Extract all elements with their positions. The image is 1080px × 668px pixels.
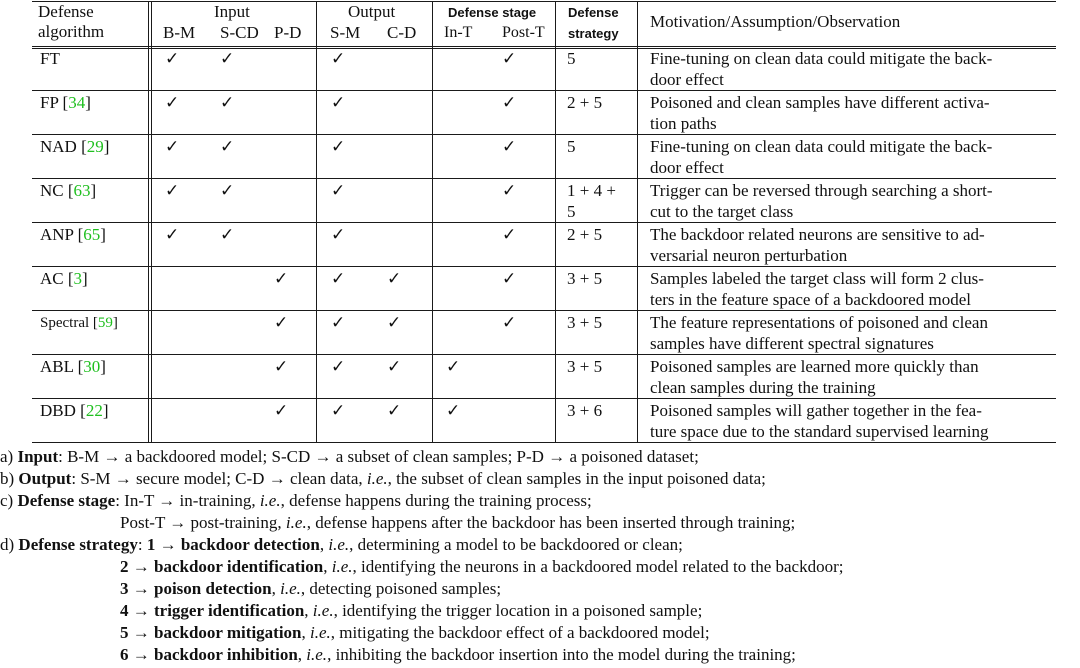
row-defense-strategy: 3 + 6 (567, 401, 603, 420)
subheader-sm: S-M (330, 23, 361, 42)
check-mark-sm: ✓ (331, 137, 346, 156)
check-mark-sm: ✓ (331, 357, 346, 376)
row-defense-strategy: 5 (567, 49, 576, 68)
row-algorithm-name (40, 93, 91, 113)
row-rule (32, 354, 1056, 355)
citation-bracket: ] (103, 137, 110, 156)
check-mark-postt: ✓ (502, 313, 517, 332)
note-defense-stage: c) Defense stage: In-T → in-training, i.e., defense happens during the training process; (0, 491, 592, 510)
header-defense-algorithm: algorithm (38, 22, 105, 41)
header-input: Input (214, 2, 250, 21)
row-motivation: Trigger can be reversed through searching a short- (650, 181, 993, 200)
check-mark-cd: ✓ (387, 313, 402, 332)
check-mark-scd: ✓ (220, 49, 235, 68)
algorithm-name: FT (40, 49, 60, 68)
row-rule (32, 222, 1056, 223)
check-mark-postt: ✓ (502, 181, 517, 200)
row-motivation: ture space due to the standard supervised learning (650, 422, 989, 441)
check-mark-int: ✓ (446, 401, 461, 420)
citation-bracket: ] (85, 93, 91, 112)
note-strategy-3: 3 → poison detection, i.e., detecting poisoned samples; (120, 579, 502, 598)
column-rule (432, 1, 433, 442)
note-strategy-2: 2 → backdoor identification, i.e., identifying the neurons in a backdoored model related to the backdoor; (120, 557, 844, 576)
check-mark-postt: ✓ (502, 93, 517, 112)
citation-bracket: ] (102, 401, 109, 420)
header-motivation: Motivation/Assumption/Observation (650, 12, 901, 31)
subheader-postt: Post-T (502, 24, 545, 41)
note-output: b) Output: S-M → secure model; C-D → clean data, i.e., the subset of clean samples in the input poisoned data; (0, 469, 766, 488)
citation-link[interactable]: 59 (97, 315, 113, 331)
algorithm-name: Spectral [ (40, 315, 98, 331)
check-mark-postt: ✓ (502, 225, 517, 244)
subheader-pd: P-D (274, 23, 302, 42)
column-rule (637, 1, 638, 442)
algorithm-name: FP [ (40, 93, 69, 112)
algorithm-name: DBD [ (40, 401, 86, 420)
row-motivation: versarial neuron perturbation (650, 246, 848, 265)
subheader-scd: S-CD (220, 23, 259, 42)
check-mark-postt: ✓ (502, 137, 517, 156)
row-rule (32, 266, 1056, 267)
header-defense-strategy: strategy (568, 26, 619, 41)
citation-link[interactable]: 3 (73, 269, 83, 288)
row-motivation: Fine-tuning on clean data could mitigate the back- (650, 49, 993, 68)
check-mark-pd: ✓ (274, 357, 289, 376)
row-rule (32, 90, 1056, 91)
subheader-bm: B-M (163, 23, 196, 42)
row-defense-strategy: 3 + 5 (567, 313, 603, 332)
header-defense-strategy: Defense (568, 5, 619, 20)
subheader-int: In-T (444, 24, 473, 41)
note-input: a) Input: B-M → a backdoored model; S-CD → a subset of clean samples; P-D → a poisoned dataset; (0, 447, 699, 466)
column-rule (148, 1, 149, 442)
row-algorithm-name (40, 49, 60, 69)
row-algorithm-name (40, 181, 96, 201)
header-output: Output (348, 2, 396, 21)
row-rule (32, 134, 1056, 135)
citation-bracket: ] (100, 225, 106, 244)
row-defense-strategy: 5 (567, 137, 576, 156)
row-algorithm-name (40, 313, 118, 333)
column-rule (151, 1, 152, 442)
row-motivation: The feature representations of poisoned and clean (650, 313, 988, 332)
citation-link[interactable]: 29 (86, 137, 104, 156)
row-motivation: clean samples during the training (650, 378, 876, 397)
table-bottom-rule (32, 442, 1056, 443)
row-defense-strategy: 2 + 5 (567, 93, 603, 112)
row-motivation: Poisoned and clean samples have different activa- (650, 93, 990, 112)
check-mark-sm: ✓ (331, 313, 346, 332)
check-mark-bm: ✓ (165, 49, 180, 68)
row-algorithm-name (40, 401, 108, 421)
row-defense-strategy: 3 + 5 (567, 357, 603, 376)
row-rule (32, 398, 1056, 399)
column-rule (555, 1, 556, 442)
row-motivation: ters in the feature space of a backdoored model (650, 290, 971, 309)
row-motivation: Poisoned samples will gather together in the fea- (650, 401, 982, 420)
row-algorithm-name (40, 137, 109, 157)
check-mark-scd: ✓ (220, 225, 235, 244)
row-rule (32, 178, 1056, 179)
check-mark-sm: ✓ (331, 401, 346, 420)
header-defense-algorithm: Defense (38, 2, 94, 21)
check-mark-cd: ✓ (387, 401, 402, 420)
row-defense-strategy: 1 + 4 + (567, 181, 616, 200)
check-mark-cd: ✓ (387, 357, 402, 376)
column-rule (316, 1, 317, 442)
check-mark-scd: ✓ (220, 181, 235, 200)
note-strategy-4: 4 → trigger identification, i.e., identifying the trigger location in a poisoned sample; (120, 601, 703, 620)
row-defense-strategy: 5 (567, 202, 576, 221)
citation-link[interactable]: 65 (83, 225, 101, 244)
check-mark-pd: ✓ (274, 401, 289, 420)
check-mark-bm: ✓ (165, 225, 180, 244)
row-motivation: The backdoor related neurons are sensitive to ad- (650, 225, 985, 244)
row-motivation: Fine-tuning on clean data could mitigate the back- (650, 137, 993, 156)
algorithm-name: ANP [ (40, 225, 84, 244)
check-mark-int: ✓ (446, 357, 461, 376)
citation-link[interactable]: 63 (73, 181, 91, 200)
note-defense-strategy: d) Defense strategy: 1 → backdoor detection, i.e., determining a model to be backdoored or clean; (0, 535, 683, 554)
check-mark-cd: ✓ (387, 269, 402, 288)
row-algorithm-name (40, 269, 88, 289)
header-bottom-rule (32, 46, 1056, 47)
check-mark-scd: ✓ (220, 137, 235, 156)
citation-bracket: ] (82, 269, 88, 288)
algorithm-name: AC [ (40, 269, 74, 288)
check-mark-sm: ✓ (331, 181, 346, 200)
check-mark-bm: ✓ (165, 181, 180, 200)
row-motivation: samples have different spectral signatures (650, 334, 934, 353)
citation-bracket: ] (90, 181, 97, 200)
check-mark-pd: ✓ (274, 313, 289, 332)
row-algorithm-name (40, 225, 106, 245)
check-mark-pd: ✓ (274, 269, 289, 288)
algorithm-name: ABL [ (40, 357, 84, 376)
check-mark-postt: ✓ (502, 49, 517, 68)
check-mark-postt: ✓ (502, 269, 517, 288)
row-defense-strategy: 2 + 5 (567, 225, 603, 244)
row-motivation: door effect (650, 70, 724, 89)
citation-bracket: ] (112, 315, 118, 331)
check-mark-sm: ✓ (331, 49, 346, 68)
row-algorithm-name (40, 357, 106, 377)
check-mark-sm: ✓ (331, 225, 346, 244)
row-motivation: door effect (650, 158, 724, 177)
note-defense-stage-post: Post-T → post-training, i.e., defense happens after the backdoor has been inserted through training; (120, 513, 796, 532)
check-mark-bm: ✓ (165, 137, 180, 156)
row-motivation: tion paths (650, 114, 717, 133)
citation-link[interactable]: 30 (83, 357, 101, 376)
algorithm-name: NAD [ (40, 137, 87, 156)
citation-link[interactable]: 34 (68, 93, 86, 112)
note-strategy-5: 5 → backdoor mitigation, i.e., mitigating the backdoor effect of a backdoored model; (120, 623, 710, 642)
subheader-cd: C-D (387, 23, 417, 42)
citation-bracket: ] (100, 357, 106, 376)
row-motivation: cut to the target class (650, 202, 794, 221)
row-motivation: Poisoned samples are learned more quickly than (650, 357, 979, 376)
check-mark-sm: ✓ (331, 269, 346, 288)
row-rule (32, 310, 1056, 311)
header-defense-stage: Defense stage (448, 5, 537, 20)
algorithm-name: NC [ (40, 181, 74, 200)
note-strategy-6: 6 → backdoor inhibition, i.e., inhibiting the backdoor insertion into the model during the training; (120, 645, 796, 664)
table-top-rule (32, 1, 1056, 2)
citation-link[interactable]: 22 (85, 401, 103, 420)
row-motivation: Samples labeled the target class will form 2 clus- (650, 269, 984, 288)
check-mark-scd: ✓ (220, 93, 235, 112)
row-defense-strategy: 3 + 5 (567, 269, 603, 288)
check-mark-sm: ✓ (331, 93, 346, 112)
check-mark-bm: ✓ (165, 93, 180, 112)
